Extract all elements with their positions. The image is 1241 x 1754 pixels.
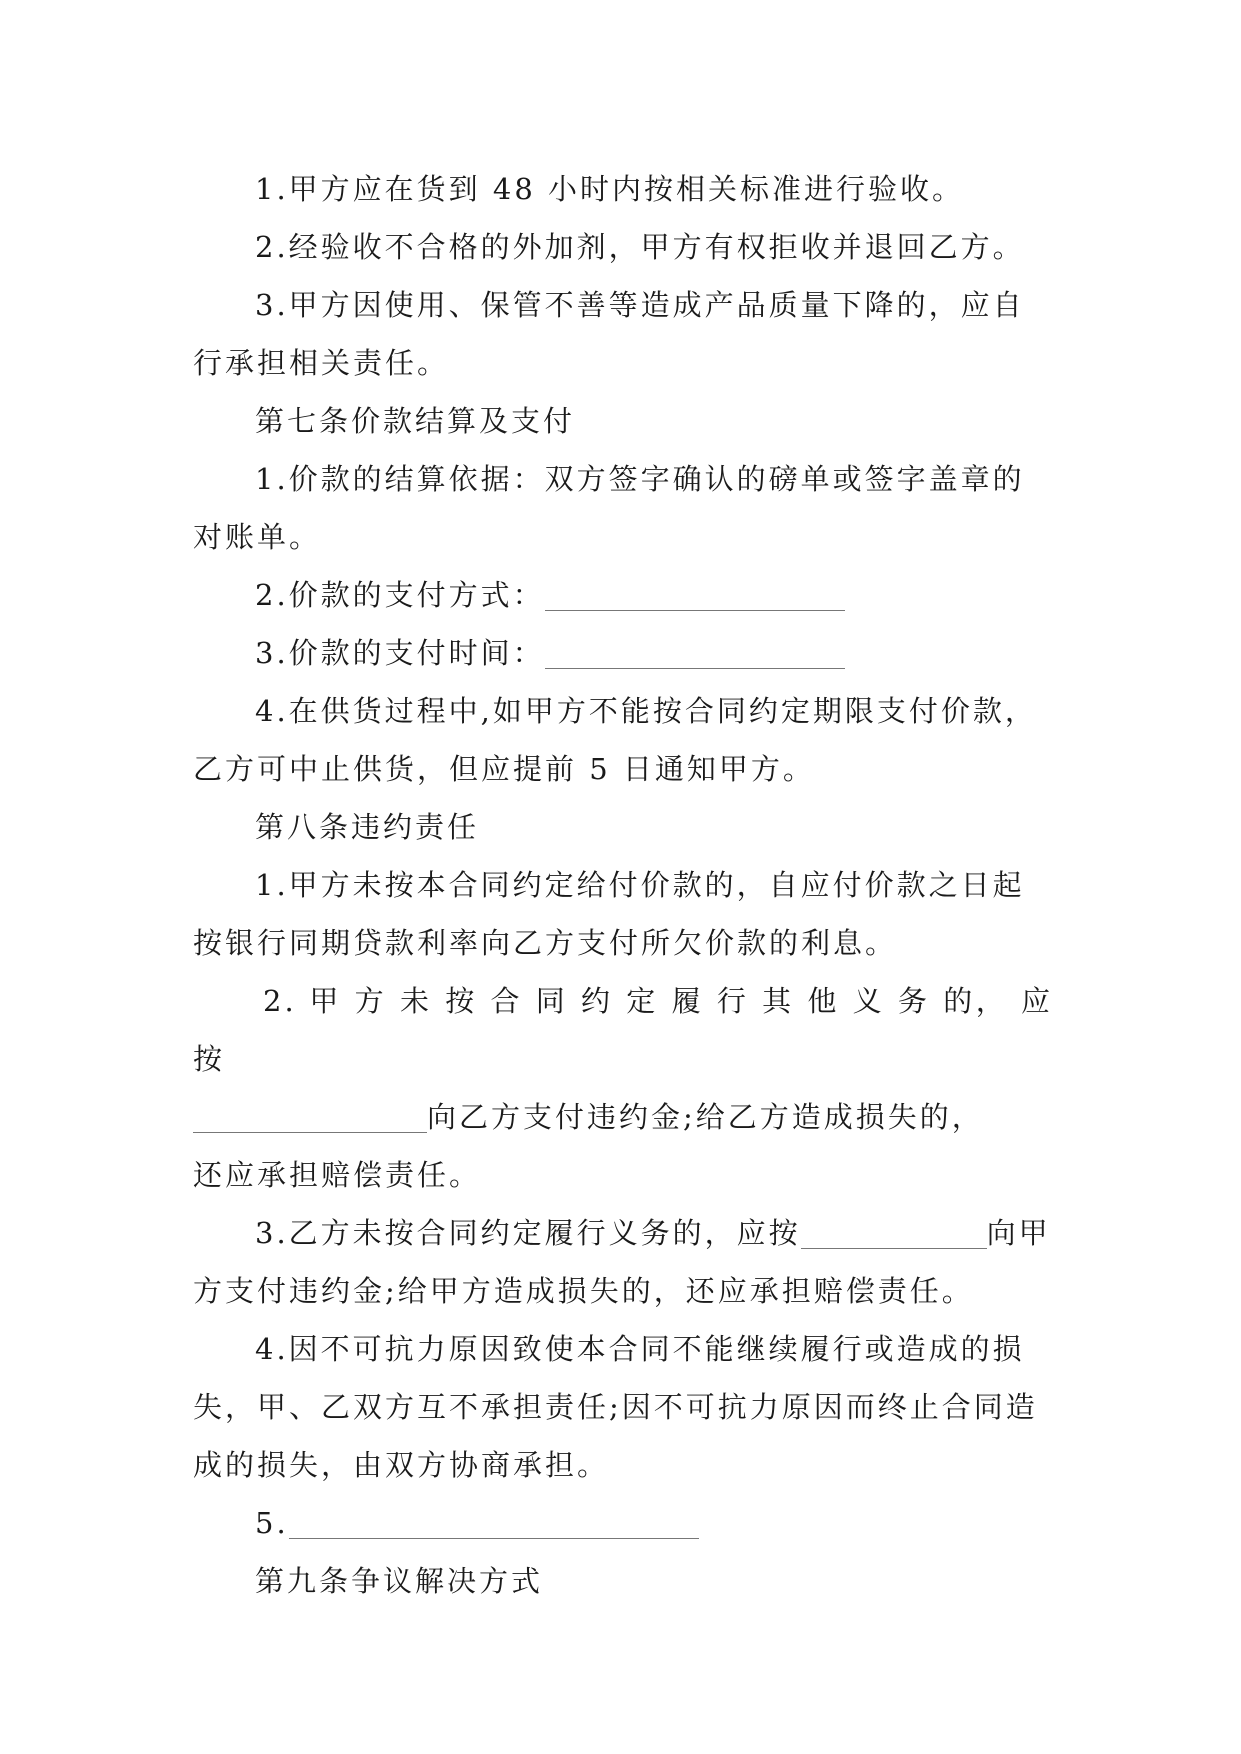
clause-acceptance-1: 1.甲方应在货到 48 小时内按相关标准进行验收。 — [255, 172, 965, 206]
article-8-heading: 第八条违约责任 — [255, 810, 480, 844]
clause-acceptance-2: 2.经验收不合格的外加剂，甲方有权拒收并退回乙方。 — [255, 230, 1025, 264]
article-7-heading: 第七条价款结算及支付 — [255, 404, 576, 438]
clause-breach-4: 4.因不可抗力原因致使本合同不能继续履行或造成的损失，甲、乙双方互不承担责任;因不可抗力原因而终止合同造成的损失，由双方协商承担。 — [193, 1332, 1038, 1482]
clause-breach-2-line1: 2. 甲 方 未 按 合 同 约 定 履 行 其 他 义 务 的， 应 按 — [193, 984, 1053, 1076]
clause-breach-2-line3: 还应承担赔偿责任。 — [193, 1158, 482, 1192]
clause-payment-1: 1.价款的结算依据：双方签字确认的磅单或签字盖章的对账单。 — [193, 462, 1025, 554]
penalty-a-blank — [193, 1102, 427, 1133]
payment-time-blank — [545, 638, 845, 669]
clause-breach-2-line2 — [193, 1088, 1053, 1146]
contract-body — [193, 160, 1053, 1610]
clause-payment-4: 4.在供货过程中,如甲方不能按合同约定期限支付价款，乙方可中止供货，但应提前 5 日通知甲方。 — [193, 694, 1037, 786]
payment-method-label: 2.价款的支付方式： — [255, 578, 545, 612]
clause-breach-3-head: 3.乙方未按合同约定履行义务的，应按 — [255, 1216, 801, 1250]
clause-breach-2-tail: 向乙方支付违约金;给乙方造成损失的， — [427, 1100, 984, 1134]
clause-breach-3 — [193, 1204, 1053, 1320]
article-9-heading: 第九条争议解决方式 — [255, 1564, 544, 1598]
clause-breach-5-number: 5. — [255, 1506, 289, 1540]
clause-breach-5 — [193, 1494, 1053, 1552]
clause-payment-2 — [193, 566, 1053, 624]
clause-payment-3 — [193, 624, 1053, 682]
clause-breach-3-tail: 向甲方支付违约金;给甲方造成损失的，还应承担赔偿责任。 — [193, 1216, 1051, 1308]
penalty-b-blank — [801, 1218, 987, 1249]
clause-breach-2 — [193, 972, 1053, 1204]
clause-acceptance-3: 3.甲方因使用、保管不善等造成产品质量下降的，应自行承担相关责任。 — [193, 288, 1025, 380]
clause-5-blank — [289, 1508, 699, 1539]
payment-time-label: 3.价款的支付时间： — [255, 636, 545, 670]
payment-method-blank — [545, 580, 845, 611]
clause-breach-1: 1.甲方未按本合同约定给付价款的，自应付价款之日起按银行同期贷款利率向乙方支付所欠价款的利息。 — [193, 868, 1025, 960]
